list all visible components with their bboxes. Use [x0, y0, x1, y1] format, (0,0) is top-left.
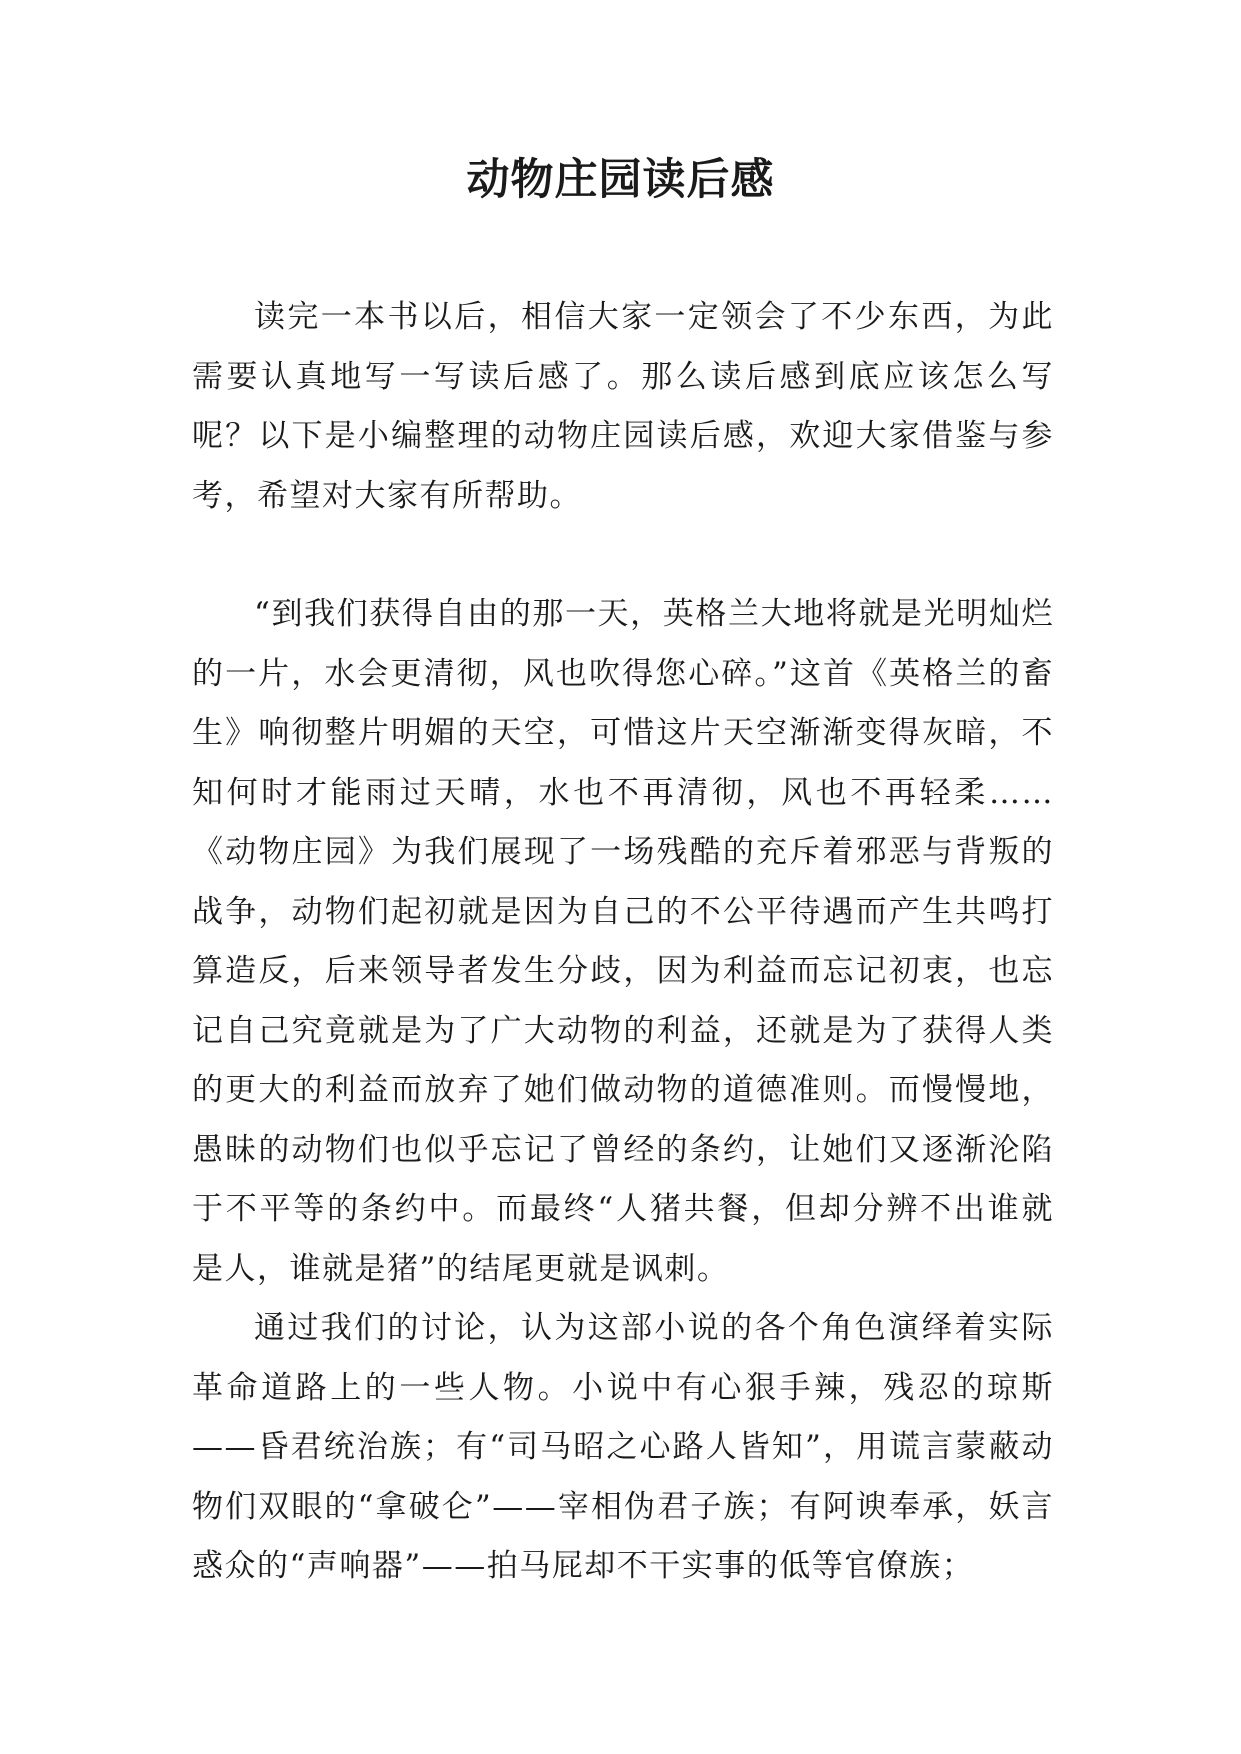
paragraph-spacer: [192, 526, 1054, 585]
intro-paragraph: 读完一本书以后，相信大家一定领会了不少东西，为此需要认真地写一写读后感了。那么读后感到底应该怎么写呢？以下是小编整理的动物庄园读后感，欢迎大家借鉴与参考，希望对大家有所帮助。: [192, 299, 1054, 514]
body-paragraph-1: “到我们获得自由的那一天，英格兰大地将就是光明灿烂的一片，水会更清彻，风也吹得您心碎。”这首《英格兰的畜生》响彻整片明媚的天空，可惜这片天空渐渐变得灰暗，不知何时才能雨过天晴，水也不再清彻，风也不再轻柔……《动物庄园》为我们展现了一场残酷的充斥着邪恶与背叛的战争，动物们起初就是因为自己的不公平待遇而产生共鸣打算造反，后来领导者发生分歧，因为利益而忘记初衷，也忘记自己究竟就是为了广大动物的利益，还就是为了获得人类的更大的利益而放弃了她们做动物的道德准则。而慢慢地，愚昧的动物们也似乎忘记了曾经的条约，让她们又逐渐沦陷于不平等的条约中。而最终“人猪共餐，但却分辨不出谁就是人，谁就是猪”的结尾更就是讽刺。: [192, 596, 1054, 1287]
body-paragraph-2: 通过我们的讨论，认为这部小说的各个角色演绎着实际革命道路上的一些人物。小说中有心狠手辣，残忍的琼斯——昏君统治族；有“司马昭之心路人皆知”，用谎言蒙蔽动物们双眼的“拿破仑”——宰相伪君子族；有阿谀奉承，妖言惑众的“声响器”——拍马屁却不干实事的低等官僚族；: [192, 1310, 1054, 1584]
document-title: 动物庄园读后感: [466, 155, 775, 205]
document-body: [192, 288, 1054, 1597]
